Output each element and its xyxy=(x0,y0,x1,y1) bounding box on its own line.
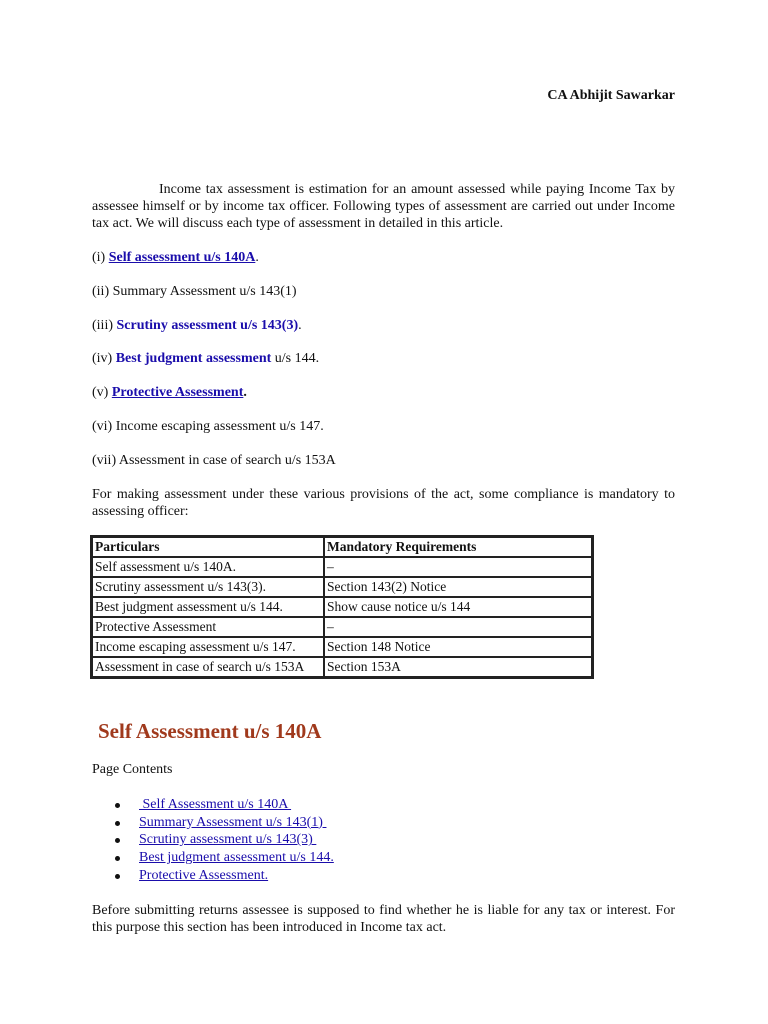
table-cell: Section 143(2) Notice xyxy=(324,577,592,597)
table-header-requirements: Mandatory Requirements xyxy=(324,537,592,557)
list-item-prefix: (iii) xyxy=(92,318,117,333)
table-cell: Section 153A xyxy=(324,657,592,677)
list-item-income-escaping: (vi) Income escaping assessment u/s 147. xyxy=(92,419,324,434)
page-contents-label: Page Contents xyxy=(92,762,173,777)
table-header-particulars: Particulars xyxy=(92,537,324,557)
toc-link-scrutiny-assessment[interactable]: Scrutiny assessment u/s 143(3) xyxy=(139,832,317,848)
table-row xyxy=(92,557,592,577)
scrutiny-assessment-text: Scrutiny assessment u/s 143(3) xyxy=(116,318,299,333)
table-cell: Show cause notice u/s 144 xyxy=(324,597,592,617)
table-cell: Assessment in case of search u/s 153A xyxy=(92,657,324,677)
toc-link-best-judgment[interactable]: Best judgment assessment u/s 144. xyxy=(139,850,334,866)
list-item xyxy=(139,814,334,832)
list-item-suffix: . xyxy=(243,385,247,400)
list-item-summary-assessment: (ii) Summary Assessment u/s 143(1) xyxy=(92,284,297,299)
table-cell: Income escaping assessment u/s 147. xyxy=(92,637,324,657)
best-judgment-text: Best judgment assessment xyxy=(115,351,272,366)
requirements-table xyxy=(90,535,594,679)
table-header-row xyxy=(92,537,592,557)
section-heading: Self Assessment u/s 140A xyxy=(98,719,322,743)
list-item-prefix: (iv) xyxy=(92,351,116,366)
list-item xyxy=(139,867,334,885)
table-cell: Scrutiny assessment u/s 143(3). xyxy=(92,577,324,597)
table-cell: Protective Assessment xyxy=(92,617,324,637)
toc-link-protective-assessment[interactable]: Protective Assessment. xyxy=(139,867,269,883)
list-item-suffix: u/s 144. xyxy=(271,351,320,366)
list-item-suffix: . xyxy=(255,250,259,265)
list-item-search-assessment: (vii) Assessment in case of search u/s 153A xyxy=(92,453,336,468)
list-item-best-judgment xyxy=(92,350,675,367)
toc-link-self-assessment[interactable]: Self Assessment u/s 140A xyxy=(139,797,292,812)
table-cell: Self assessment u/s 140A. xyxy=(92,557,324,577)
self-assessment-link[interactable]: Self assessment u/s 140A xyxy=(108,250,256,265)
list-item-scrutiny-assessment xyxy=(92,317,675,334)
list-item xyxy=(139,831,334,849)
table-cell: – xyxy=(324,557,592,577)
toc-link-summary-assessment[interactable]: Summary Assessment u/s 143(1) xyxy=(139,814,327,830)
list-item-suffix: . xyxy=(298,318,302,333)
intro-text: Income tax assessment is estimation for an amount assessed while paying Income Tax by assessee himself or by income tax officer. Following types of assessment are carried out under Income tax act. We will discuss each type of assessment in detailed in this article. xyxy=(92,182,675,231)
list-item xyxy=(139,849,334,867)
protective-assessment-link[interactable]: Protective Assessment xyxy=(111,385,244,400)
list-item-protective-assessment xyxy=(92,384,675,401)
list-item xyxy=(139,796,334,814)
table-cell: – xyxy=(324,617,592,637)
closing-paragraph: Before submitting returns assessee is supposed to find whether he is liable for any tax or interest. For this purpose this section has been introduced in Income tax act. xyxy=(92,903,675,935)
table-row xyxy=(92,577,592,597)
table-cell: Best judgment assessment u/s 144. xyxy=(92,597,324,617)
table-row xyxy=(92,637,592,657)
author-name: CA Abhijit Sawarkar xyxy=(547,88,675,103)
table-cell: Section 148 Notice xyxy=(324,637,592,657)
page-contents-list xyxy=(92,796,334,885)
table-row xyxy=(92,597,592,617)
table-row xyxy=(92,657,592,677)
compliance-paragraph: For making assessment under these various provisions of the act, some compliance is mandatory to assessing officer: xyxy=(92,487,675,519)
intro-paragraph xyxy=(92,181,675,232)
list-item-self-assessment xyxy=(92,249,675,266)
list-item-prefix: (i) xyxy=(92,250,109,265)
list-item-prefix: (v) xyxy=(92,385,112,400)
table-row xyxy=(92,617,592,637)
